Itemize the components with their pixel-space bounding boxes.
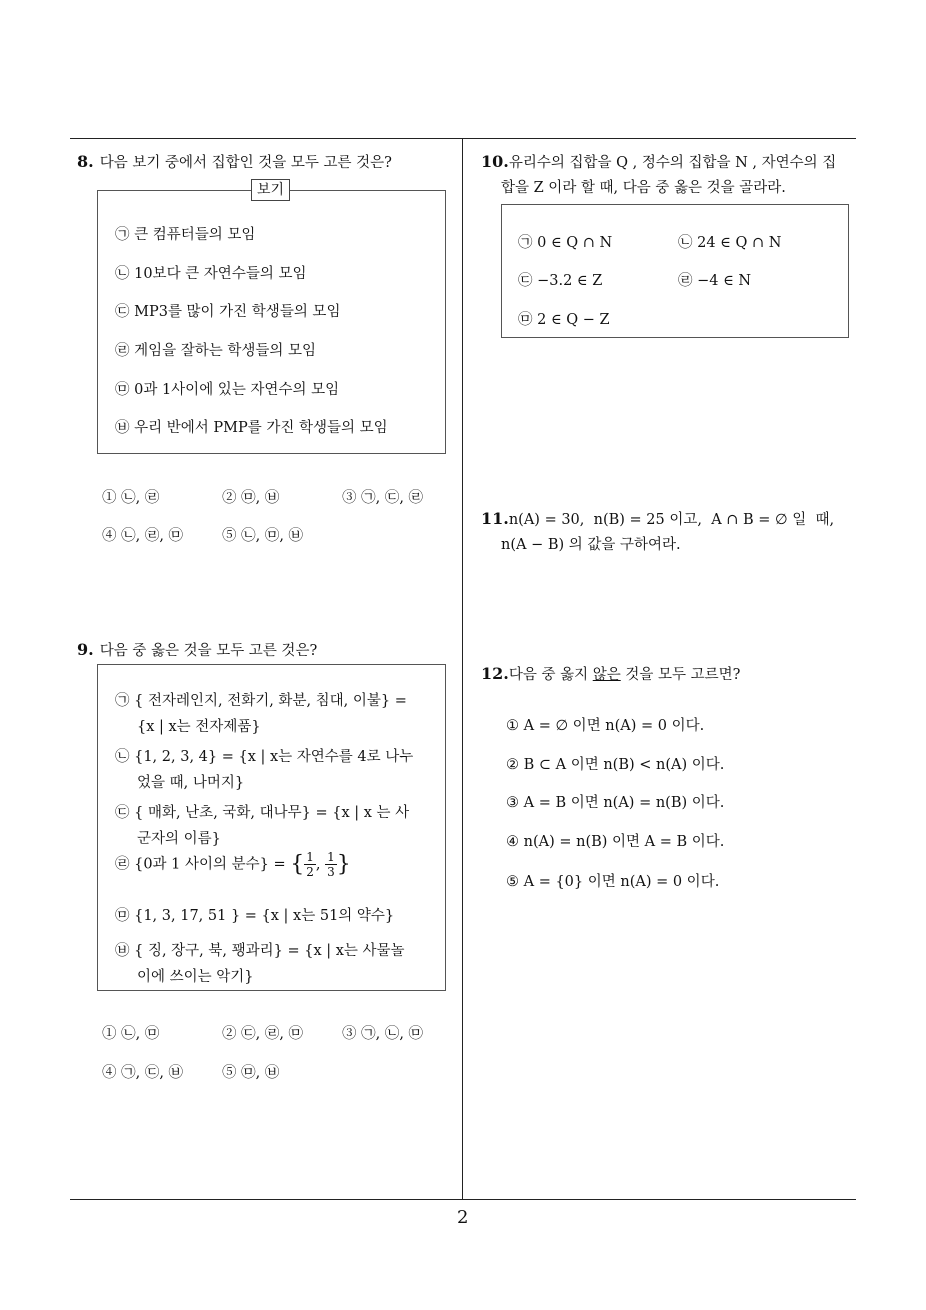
q8-item: ㉢ MP3를 많이 가진 학생들의 모임: [115, 304, 341, 320]
q9-item-line: ㉡ {1, 2, 3, 4} = {x | x는 자연수를 4로 나누: [115, 749, 414, 765]
question-text-line2: n(A − B) 의 값을 구하여라.: [501, 537, 681, 554]
fraction-one-half: $\frac{1}{2}$: [306, 850, 314, 879]
question-text-after: 것을 모두 고르면?: [620, 667, 741, 683]
page-number: 2: [457, 1207, 469, 1228]
question-10: [481, 148, 861, 202]
q12-choice-3[interactable]: ③ A = B 이면 n(A) = n(B) 이다.: [506, 795, 725, 811]
q8-item: ㉤ 0과 1사이에 있는 자연수의 모임: [115, 382, 340, 398]
question-9: [77, 636, 317, 664]
fraction-one-third: $\frac{1}{3}$: [327, 850, 335, 879]
q9-choice-2[interactable]: ② ㉢, ㉣, ㉤: [222, 1026, 304, 1042]
example-legend: 보기: [251, 179, 290, 201]
q9-item-fraction: ㉣ {0과 1 사이의 분수} = { $\frac{1}{2}$ , $\frac{1}{3}$ }: [115, 850, 351, 879]
question-8: [77, 148, 392, 176]
q10-item: ㉡ 24 ∈ Q ∩ N: [678, 235, 782, 251]
question-12: [481, 660, 740, 688]
question-number: 12.: [481, 664, 509, 683]
q10-item: ㉣ −4 ∈ N: [678, 273, 752, 289]
q9-item: [115, 800, 409, 852]
q8-item: ㉡ 10보다 큰 자연수들의 모임: [115, 266, 307, 282]
q8-item: ㉠ 큰 컴퓨터들의 모임: [115, 227, 256, 243]
question-text-before: 다음 중 옳지: [508, 667, 593, 683]
question-text-line1: 유리수의 집합을 Q , 정수의 집합을 N , 자연수의 집: [508, 155, 837, 171]
q9-item-prefix: ㉣ {0과 1 사이의 분수} =: [115, 856, 286, 873]
q9-item-line: 었을 때, 나머지}: [137, 775, 245, 791]
q9-item-line: {x | x는 전자제품}: [137, 719, 261, 735]
q8-item: ㉣ 게임을 잘하는 학생들의 모임: [115, 343, 317, 359]
q10-item: ㉢ −3.2 ∈ Z: [518, 273, 603, 289]
q12-choice-5[interactable]: ⑤ A = {0} 이면 n(A) = 0 이다.: [506, 874, 720, 890]
q9-choice-5[interactable]: ⑤ ㉤, ㉥: [222, 1065, 280, 1081]
q9-item-line: ㉥ { 징, 장구, 북, 꽹과리} = {x | x는 사물놀: [115, 943, 405, 959]
q9-choice-3[interactable]: ③ ㉠, ㉡, ㉤: [342, 1026, 424, 1042]
q9-item-line: 군자의 이름}: [137, 831, 221, 847]
q8-choice-2[interactable]: ② ㉤, ㉥: [222, 490, 280, 506]
q9-item: [115, 744, 413, 796]
question-number: 11.: [481, 509, 509, 528]
q10-item: ㉤ 2 ∈ Q − Z: [518, 312, 610, 328]
q8-choice-4[interactable]: ④ ㉡, ㉣, ㉤: [102, 528, 184, 544]
question-number: 10.: [481, 152, 509, 171]
q8-choice-3[interactable]: ③ ㉠, ㉢, ㉣: [342, 490, 424, 506]
question-text-underlined: 않은: [592, 667, 621, 683]
q12-choice-4[interactable]: ④ n(A) = n(B) 이면 A = B 이다.: [506, 834, 725, 850]
q9-item: ㉤ {1, 3, 17, 51 } = {x | x는 51의 약수}: [115, 908, 395, 924]
question-11: [481, 505, 861, 559]
column-divider: [462, 138, 463, 1200]
q9-item: [115, 688, 407, 740]
question-text-line2: 합을 Z 이라 할 때, 다음 중 옳은 것을 골라라.: [501, 180, 786, 197]
q9-item-line: ㉠ { 전자레인지, 전화기, 화분, 침대, 이불} =: [115, 693, 407, 709]
q9-choice-1[interactable]: ① ㉡, ㉤: [102, 1026, 160, 1042]
q9-item: [115, 938, 405, 990]
q10-item: ㉠ 0 ∈ Q ∩ N: [518, 235, 613, 251]
q8-item: ㉥ 우리 반에서 PMP를 가진 학생들의 모임: [115, 420, 388, 436]
top-rule: [70, 138, 856, 139]
question-text: 다음 보기 중에서 집합인 것을 모두 고른 것은?: [99, 155, 392, 171]
bottom-rule: [70, 1199, 856, 1200]
q9-item-line: ㉢ { 매화, 난초, 국화, 대나무} = {x | x 는 사: [115, 805, 410, 821]
q8-choice-5[interactable]: ⑤ ㉡, ㉤, ㉥: [222, 528, 304, 544]
q9-choice-4[interactable]: ④ ㉠, ㉢, ㉥: [102, 1065, 184, 1081]
question-number: 8.: [77, 152, 94, 171]
question-text-line1: n(A) = 30, n(B) = 25 이고, A ∩ B = ∅ 일 때,: [508, 512, 835, 528]
q9-item-line: 이에 쓰이는 악기}: [137, 969, 254, 985]
q12-choice-1[interactable]: ① A = ∅ 이면 n(A) = 0 이다.: [506, 718, 705, 734]
question-text: 다음 중 옳은 것을 모두 고른 것은?: [99, 643, 318, 659]
q12-choice-2[interactable]: ② B ⊂ A 이면 n(B) < n(A) 이다.: [506, 757, 725, 773]
q8-choice-1[interactable]: ① ㉡, ㉣: [102, 490, 160, 506]
question-number: 9.: [77, 640, 94, 659]
